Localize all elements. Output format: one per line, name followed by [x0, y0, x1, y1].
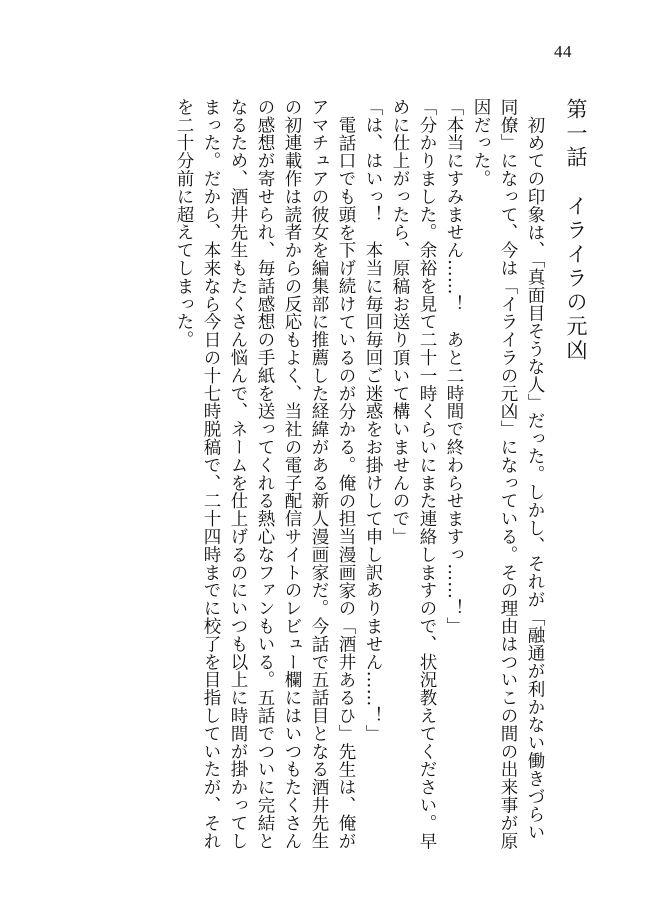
chapter-title: [562, 98, 589, 858]
title-spacer: [566, 170, 587, 195]
vertical-text-body: [89, 98, 589, 858]
chapter-name: イライラの元凶: [564, 195, 588, 364]
paragraph-2: 電話口でも頭を下げ続けているのが分かる。俺の担当漫画家の「酒井あるひ」先生は、俺がアマチュアの彼女を編集部に推薦した経緯がある新人漫画家だ。今話で五話目となる酒井先生の初連載作は読者からの反応もよく、当社の電子配信サイトのレビュー欄にはいつもたくさんの感想が寄せられ、毎話感想の手紙を送ってくれる熱心なファンもいる。五話でついに完結となるため、酒井先生もたくさん悩んで、ネームを仕上げるのにいつも以上に時間が掛かってしまった。だから、本来なら今日の十七時脱稿で、二十四時までに校了を目指していたが、それを二十分前に超えてしまった。: [174, 98, 356, 850]
dialogue-line-2: 「分かりました。余裕を見て二十一時くらいにまた連絡しますので、状況教えてください。早めに仕上がったら、原稿お送り頂いて構いませんので」: [390, 98, 437, 850]
page-number: 44: [554, 42, 572, 61]
dialogue-line-3: 「は、はいっ！ 本当に毎回毎回ご迷惑をお掛けして申し訳ありません……！」: [363, 98, 383, 743]
chapter-label: 第一話: [564, 98, 588, 170]
dialogue-line-1: 「本当にすみません……！ あと二時間で終わらせますっ……！」: [444, 98, 464, 635]
paragraph-1: 初めての印象は、「真面目そうな人」だった。しかし、それが「融通が利かない働きづらい同僚」になって、今は「イライラの元凶」になっている。その理由はついこの間の出来事が原因だった。: [471, 98, 545, 850]
